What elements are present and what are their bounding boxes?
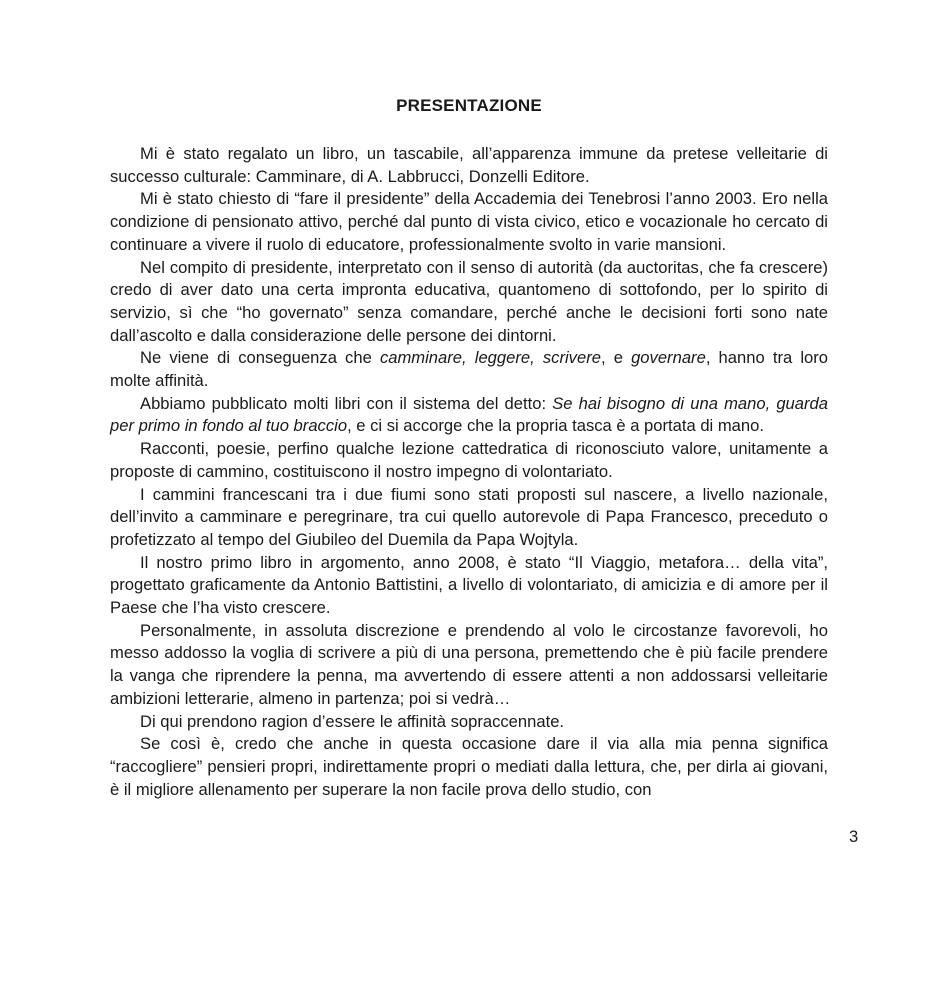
paragraph xyxy=(110,143,828,188)
paragraph xyxy=(110,347,828,392)
text-run: Nel compito di presidente, interpretato con il senso di autorità (da auctoritas, che fa crescere) credo di aver dato una certa impronta educativa, quantomeno di sottofondo, per lo spirito di servizio, sì che “ho governato” senza comandare, perché anche le decisioni forti sono nate dall’ascolto e dalla considerazione delle persone dei dintorni. xyxy=(110,257,828,345)
paragraph xyxy=(110,484,828,552)
text-run: Mi è stato regalato un libro, un tascabile, all’apparenza immune da pretese velleitarie di successo culturale: Camminare, di A. Labbrucci, Donzelli Editore. xyxy=(110,144,828,186)
text-run: Se così è, credo che anche in questa occasione dare il via alla mia penna significa “raccogliere” pensieri propri, indirettamente propri o mediati dalla lettura, che, per dirla ai giovani, è il migliore allenamento per superare la non facile prova dello studio, con xyxy=(110,734,828,799)
paragraph xyxy=(110,733,828,801)
text-run: Ne viene di conseguenza che xyxy=(140,348,380,368)
paragraph xyxy=(110,393,828,438)
page-number: 3 xyxy=(849,827,859,846)
italic-text: Se hai bisogno di una mano, guarda per primo in fondo al tuo braccio xyxy=(110,393,828,436)
text-run: , e ci si accorge che la propria tasca è a portata di mano. xyxy=(347,416,764,436)
paragraph xyxy=(110,711,828,734)
paragraph xyxy=(110,257,828,348)
text-run: , e xyxy=(600,348,632,368)
page-title: PRESENTAZIONE xyxy=(396,96,542,115)
text-run: , hanno tra loro molte affinità. xyxy=(110,348,829,391)
text-run: I cammini francescani tra i due fiumi sono stati proposti sul nascere, a livello nazionale, dell’invito a camminare e peregrinare, tra cui quello autorevole di Papa Francesco, preceduto o profetizzato al tempo del Giubileo del Duemila da Papa Wojtyla. xyxy=(110,484,828,549)
text-run: Racconti, poesie, perfino qualche lezione cattedratica di riconosciuto valore, unitamente a proposte di cammino, costituiscono il nostro impegno di volontariato. xyxy=(110,439,828,481)
text-run: Di qui prendono ragion d’essere le affinità sopraccennate. xyxy=(140,711,565,731)
text-run: Abbiamo pubblicato molti libri con il sistema del detto: xyxy=(140,393,553,413)
italic-text: governare xyxy=(631,348,706,368)
paragraph xyxy=(110,438,828,483)
body-text xyxy=(110,143,828,801)
paragraph xyxy=(110,188,828,256)
italic-text: camminare, leggere, scrivere xyxy=(379,348,601,368)
text-run: Il nostro primo libro in argomento, anno 2008, è stato “Il Viaggio, metafora… della vita”, progettato graficamente da Antonio Battistini, a livello di volontariato, di amicizia e di amore per il Paese che l’ha visto crescere. xyxy=(110,552,828,618)
paragraph xyxy=(110,552,828,620)
text-run: Mi è stato chiesto di “fare il presidente” della Accademia dei Tenebrosi l’anno 2003. Ero nella condizione di pensionato attivo, perché dal punto di vista civico, etico e vocazionale ho cercato di continuare a vivere il ruolo di educatore, professionalmente svolto in varie mansioni. xyxy=(110,189,828,254)
text-run: Personalmente, in assoluta discrezione e prendendo al volo le circostanze favorevoli, ho messo addosso la voglia di scrivere a più di una persona, premettendo che è più facile prendere la vanga che riprendere la penna, ma avvertendo di essere attenti a non addossarsi velleitarie ambizioni letterarie, almeno in partenza; poi si vedrà… xyxy=(110,620,828,708)
paragraph xyxy=(110,620,828,711)
